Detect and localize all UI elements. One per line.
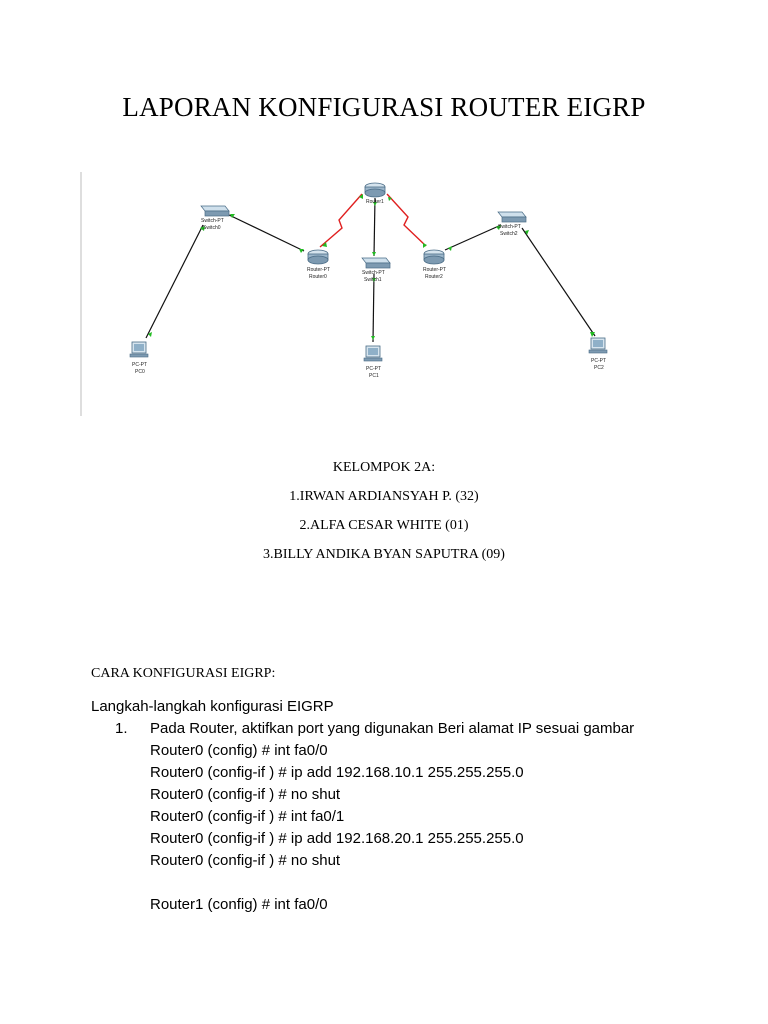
command-line: Router0 (config-if ) # int fa0/1 (150, 808, 345, 825)
svg-text:PC-PT: PC-PT (132, 362, 147, 368)
step-number: 1. (115, 720, 128, 737)
router1-icon (365, 183, 385, 205)
svg-text:PC-PT: PC-PT (366, 366, 381, 372)
link-switch0-router0 (227, 214, 304, 251)
link-router1-switch1 (374, 198, 375, 256)
svg-text:Router-PT: Router-PT (307, 267, 331, 273)
network-topology-diagram (80, 170, 700, 418)
command-line: Router1 (config) # int fa0/0 (150, 896, 328, 913)
group-member-1: 1.IRWAN ARDIANSYAH P. (32) (289, 489, 479, 504)
command-line: Router0 (config-if ) # ip add 192.168.10.1 255.255.255.0 (150, 764, 524, 781)
svg-text:PC-PT: PC-PT (591, 358, 606, 364)
group-name: KELOMPOK 2A: (332, 460, 436, 475)
svg-text:Router2: Router2 (425, 274, 443, 280)
svg-text:Switch0: Switch0 (203, 225, 221, 231)
document-title: LAPORAN KONFIGURASI ROUTER EIGRP (122, 92, 646, 122)
command-line: Router0 (config-if ) # no shut (150, 786, 341, 803)
router0-icon (307, 250, 330, 280)
command-line: Router0 (config-if ) # no shut (150, 852, 341, 869)
svg-text:Switch-PT: Switch-PT (362, 270, 385, 276)
router2-icon (423, 250, 446, 280)
pc1-icon (364, 346, 382, 379)
steps-intro: Langkah-langkah konfigurasi EIGRP (91, 698, 334, 715)
link-switch0-pc0 (146, 225, 203, 338)
pc0-icon (130, 342, 148, 375)
serial-link-router1-router2 (387, 194, 426, 246)
step-text: Pada Router, aktifkan port yang digunakan Beri alamat IP sesuai gambar (150, 720, 635, 737)
link-router2-switch2 (445, 225, 501, 250)
group-member-3: 3.BILLY ANDIKA BYAN SAPUTRA (09) (263, 547, 505, 562)
switch0-icon (201, 206, 229, 231)
svg-text:Router1: Router1 (366, 199, 384, 205)
svg-text:PC2: PC2 (594, 365, 604, 371)
svg-text:Switch1: Switch1 (364, 277, 382, 283)
serial-link-router0-router1 (320, 194, 362, 247)
svg-text:PC0: PC0 (135, 369, 145, 375)
section-heading: CARA KONFIGURASI EIGRP: (91, 666, 276, 681)
switch1-icon (362, 258, 390, 283)
command-line: Router0 (config-if ) # ip add 192.168.20.1 255.255.255.0 (150, 830, 524, 847)
switch2-icon (498, 212, 526, 237)
svg-text:Switch2: Switch2 (500, 231, 518, 237)
link-switch2-pc2 (522, 228, 595, 336)
link-switch1-pc1 (373, 274, 374, 342)
svg-text:Router-PT: Router-PT (423, 267, 447, 273)
svg-text:Switch-PT: Switch-PT (201, 218, 224, 224)
group-member-2: 2.ALFA CESAR WHITE (01) (299, 518, 469, 533)
svg-text:Switch-PT: Switch-PT (498, 224, 521, 230)
pc2-icon (589, 338, 607, 371)
command-line: Router0 (config) # int fa0/0 (150, 742, 328, 759)
svg-text:PC1: PC1 (369, 373, 379, 379)
svg-text:Router0: Router0 (309, 274, 327, 280)
